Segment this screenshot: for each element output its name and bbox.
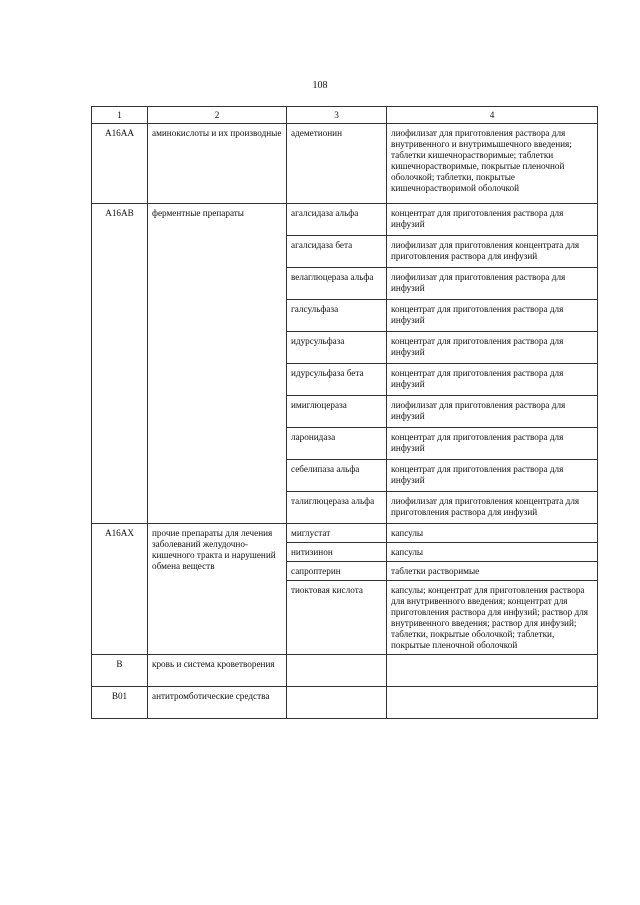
drug-name: имиглюцераза	[287, 396, 387, 428]
dosage-form: капсулы	[387, 524, 598, 543]
drug-name: себелипаза альфа	[287, 460, 387, 492]
dosage-form: лиофилизат для приготовления раствора для внутривенного и внутримышечного введения; таблетки кишечнорастворимые; таблетки кишечнорастворимые, покрытые пленочной оболочкой; таблетки, покрытые кишечнорастворимой оболочкой	[387, 124, 598, 204]
dosage-form: концентрат для приготовления раствора для инфузий	[387, 460, 598, 492]
dosage-form: концентрат для приготовления раствора для инфузий	[387, 300, 598, 332]
atc-group: кровь и система кроветворения	[148, 655, 287, 687]
dosage-form: капсулы; концентрат для приготовления раствора для внутривенного введения; концентрат для приготовления раствора для инфузий; раствор для внутривенного введения; раствор для инфузий; таблетки, покрытые оболочкой; таблетки, покрытые пленочной оболочкой	[387, 581, 598, 655]
dosage-form: концентрат для приготовления раствора для инфузий	[387, 364, 598, 396]
page-number: 108	[312, 80, 328, 91]
header-cell-4: 4	[387, 107, 598, 124]
drug-name: идурсульфаза	[287, 332, 387, 364]
drug-table	[91, 106, 598, 719]
atc-code: A16AB	[92, 204, 148, 524]
table-row	[92, 655, 598, 687]
drug-name: миглустат	[287, 524, 387, 543]
drug-name: тиоктовая кислота	[287, 581, 387, 655]
drug-name-empty	[287, 687, 387, 719]
dosage-form: концентрат для приготовления раствора для инфузий	[387, 204, 598, 236]
dosage-form: концентрат для приготовления раствора для инфузий	[387, 332, 598, 364]
dosage-form: капсулы	[387, 543, 598, 562]
drug-name: агалсидаза альфа	[287, 204, 387, 236]
drug-name: адеметионин	[287, 124, 387, 204]
dosage-form: лиофилизат для приготовления концентрата для приготовления раствора для инфузий	[387, 236, 598, 268]
table-row	[92, 687, 598, 719]
drug-name: талиглюцераза альфа	[287, 492, 387, 524]
dosage-form: таблетки растворимые	[387, 562, 598, 581]
header-cell-2: 2	[148, 107, 287, 124]
header-cell-3: 3	[287, 107, 387, 124]
dosage-form: лиофилизат для приготовления раствора для инфузий	[387, 396, 598, 428]
drug-name: велаглюцераза альфа	[287, 268, 387, 300]
drug-name-empty	[287, 655, 387, 687]
atc-group: аминокислоты и их производные	[148, 124, 287, 204]
table-row	[92, 524, 598, 543]
dosage-form-empty	[387, 687, 598, 719]
dosage-form: лиофилизат для приготовления раствора для инфузий	[387, 268, 598, 300]
atc-group: ферментные препараты	[148, 204, 287, 524]
drug-name: агалсидаза бета	[287, 236, 387, 268]
atc-code: B	[92, 655, 148, 687]
atc-code: A16AA	[92, 124, 148, 204]
atc-code: A16AX	[92, 524, 148, 655]
drug-name: галсульфаза	[287, 300, 387, 332]
drug-name: ларонидаза	[287, 428, 387, 460]
dosage-form: концентрат для приготовления раствора для инфузий	[387, 428, 598, 460]
header-row	[92, 107, 598, 124]
atc-code: B01	[92, 687, 148, 719]
drug-name: сапроптерин	[287, 562, 387, 581]
drug-name: нитизинон	[287, 543, 387, 562]
table-row	[92, 204, 598, 236]
atc-group: прочие препараты для лечения заболеваний желудочно-кишечного тракта и нарушений обмена веществ	[148, 524, 287, 655]
drug-name: идурсульфаза бета	[287, 364, 387, 396]
dosage-form-empty	[387, 655, 598, 687]
dosage-form: лиофилизат для приготовления концентрата для приготовления раствора для инфузий	[387, 492, 598, 524]
header-cell-1: 1	[92, 107, 148, 124]
table-row	[92, 124, 598, 204]
atc-group: антитромботические средства	[148, 687, 287, 719]
